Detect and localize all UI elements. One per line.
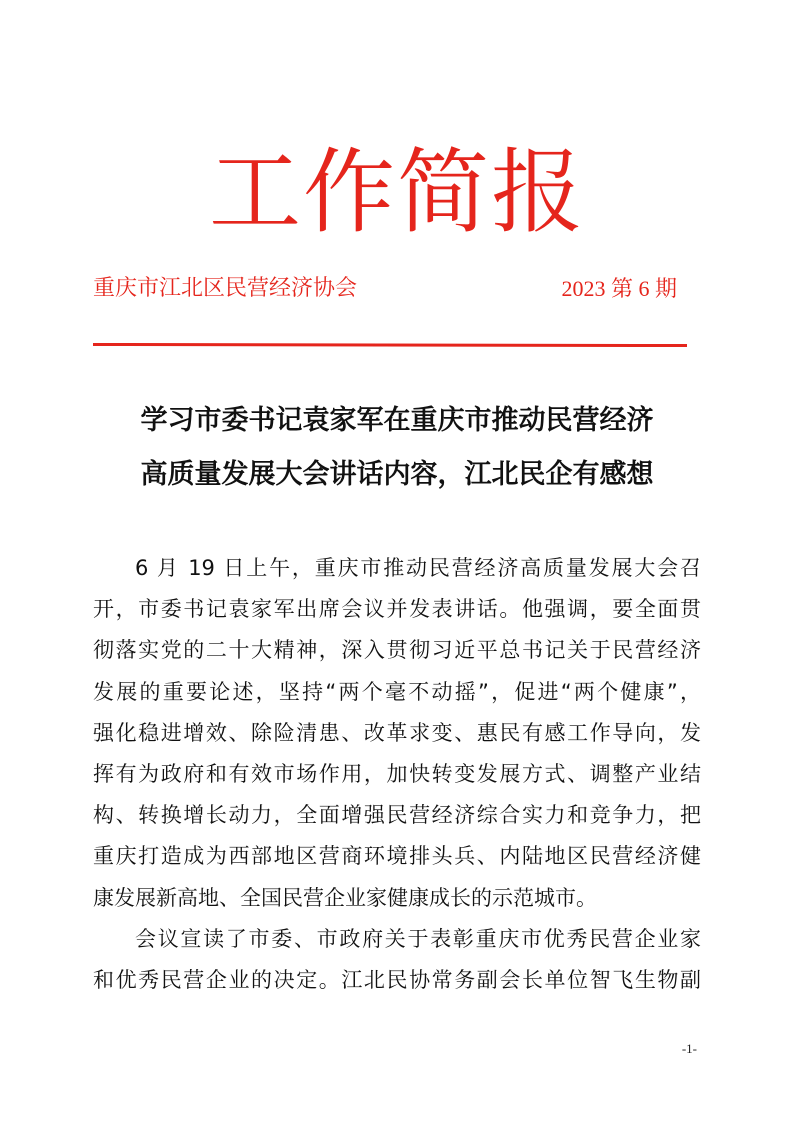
body-line: 发展的重要论述，坚持“两个毫不动摇”，促进“两个健康”， [93,679,701,704]
body-line: 彻落实党的二十大精神，深入贯彻习近平总书记关于民营经济 [93,638,701,663]
body-line: 强化稳进增效、除险清患、改革求变、惠民有感工作导向，发 [93,720,701,745]
article-body [93,548,701,1001]
body-line: 开，市委书记袁家军出席会议并发表讲话。他强调，要全面贯 [93,597,701,622]
issue-number: 2023 第 6 期 [561,276,677,301]
body-line: 康发展新高地、全国民营企业家健康成长的示范城市。 [93,885,597,910]
body-line: 和优秀民营企业的决定。江北民协常务副会长单位智飞生物副 [93,967,701,992]
body-line: 6 月 19 日上午，重庆市推动民营经济高质量发展大会召 [135,556,701,580]
headline-line: 学习市委书记袁家军在重庆市推动民营经济 [140,405,654,436]
article-headline [93,394,701,502]
body-line: 构、转换增长动力，全面增强民营经济综合实力和竞争力，把 [93,803,701,828]
body-line: 会议宣读了市委、市政府关于表彰重庆市优秀民营企业家 [135,926,701,951]
body-line: 重庆打造成为西部地区营商环境排头兵、内陆地区民营经济健 [93,844,701,869]
organization-name: 重庆市江北区民营经济协会 [93,276,358,301]
headline-line: 高质量发展大会讲话内容，江北民企有感想 [140,459,654,490]
page-number: -1- [681,1041,697,1056]
red-divider [93,343,687,347]
masthead-title: 工作简报 [208,139,585,246]
body-line: 挥有为政府和有效市场作用，加快转变发展方式、调整产业结 [93,761,701,786]
